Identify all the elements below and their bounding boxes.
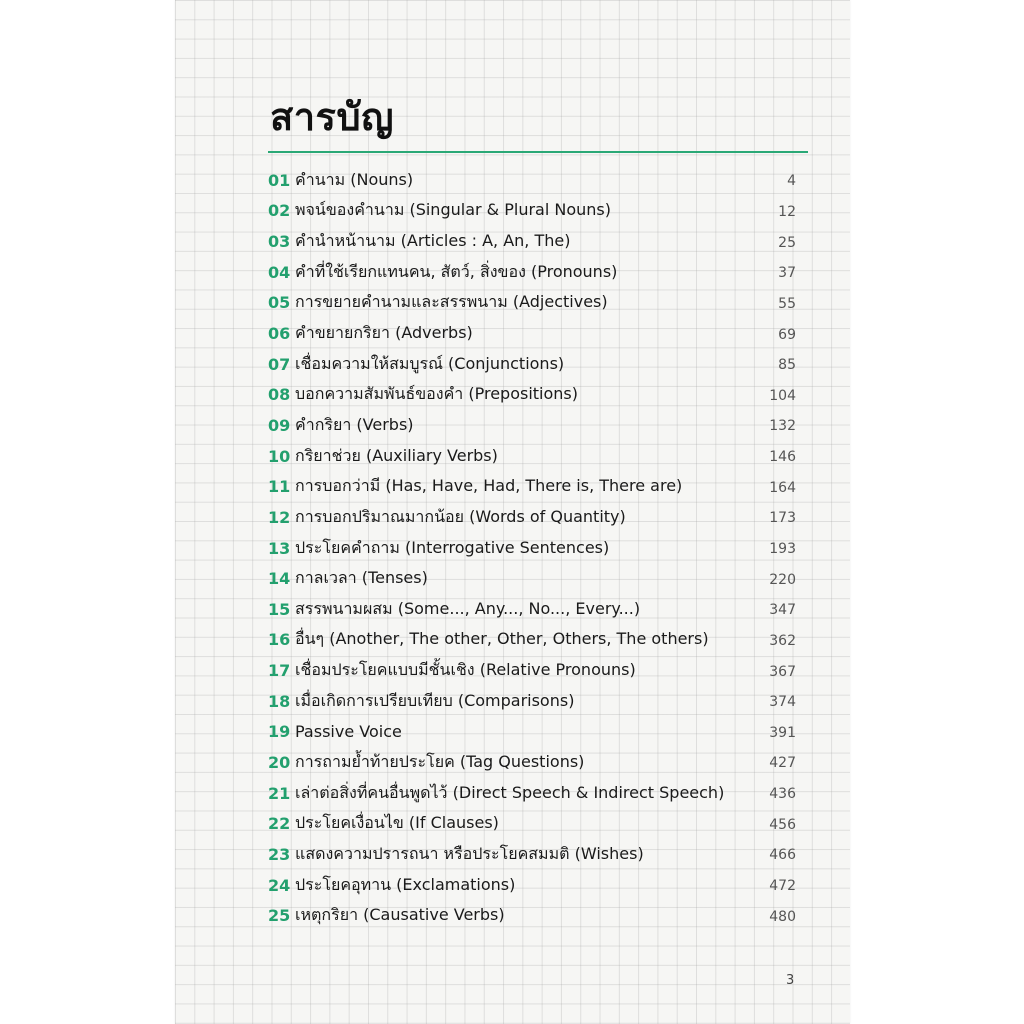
chapter-number: 24 <box>268 875 291 895</box>
chapter-number: 22 <box>268 814 291 834</box>
toc-entry <box>268 165 798 196</box>
chapter-page-number: 164 <box>769 479 796 496</box>
toc-entry <box>268 717 798 748</box>
chapter-page-number: 367 <box>769 663 796 680</box>
chapter-title: คำขยายกริยา (Adverbs) <box>295 323 473 343</box>
chapter-title: กริยาช่วย (Auxiliary Verbs) <box>295 445 498 465</box>
chapter-title: อื่นๆ (Another, The other, Other, Others, The others) <box>295 629 709 649</box>
chapter-title: สรรพนามผสม (Some..., Any..., No..., Every...) <box>295 598 641 618</box>
chapter-title: แสดงความปรารถนา หรือประโยคสมมติ (Wishes) <box>295 843 644 863</box>
chapter-page-number: 25 <box>778 234 796 251</box>
toc-entry <box>268 349 798 380</box>
toc-entry <box>268 196 798 227</box>
chapter-number: 02 <box>268 201 291 221</box>
chapter-title: การขยายคำนามและสรรพนาม (Adjectives) <box>295 292 608 312</box>
chapter-number: 17 <box>268 661 291 681</box>
chapter-title: เล่าต่อสิ่งที่คนอื่นพูดไว้ (Direct Speech & Indirect Speech) <box>295 782 725 802</box>
toc-entry <box>268 318 798 349</box>
chapter-page-number: 12 <box>778 203 796 220</box>
chapter-page-number: 85 <box>778 356 796 373</box>
chapter-number: 15 <box>268 599 291 619</box>
chapter-title: การบอกว่ามี (Has, Have, Had, There is, There are) <box>295 476 683 496</box>
chapter-title: เชื่อมประโยคแบบมีชั้นเชิง (Relative Pronouns) <box>295 660 636 680</box>
chapter-number: 16 <box>268 630 291 650</box>
chapter-page-number: 55 <box>778 295 796 312</box>
chapter-number: 21 <box>268 783 291 803</box>
chapter-number: 23 <box>268 844 291 864</box>
chapter-number: 13 <box>268 538 291 558</box>
chapter-title: พจน์ของคำนาม (Singular & Plural Nouns) <box>295 200 611 220</box>
toc-entry <box>268 686 798 717</box>
toc-entry <box>268 441 798 472</box>
chapter-title: ประโยคอุทาน (Exclamations) <box>295 874 516 894</box>
chapter-title: คำนาม (Nouns) <box>295 169 414 189</box>
chapter-page-number: 362 <box>769 632 796 649</box>
chapter-title: การบอกปริมาณมากน้อย (Words of Quantity) <box>295 506 626 526</box>
toc-entry <box>268 655 798 686</box>
chapter-number: 08 <box>268 385 291 405</box>
chapter-page-number: 69 <box>778 326 796 343</box>
toc-entry <box>268 870 798 901</box>
chapter-number: 10 <box>268 446 291 466</box>
chapter-number: 05 <box>268 293 291 313</box>
chapter-number: 09 <box>268 415 291 435</box>
table-of-contents <box>268 165 798 931</box>
toc-entry <box>268 563 798 594</box>
chapter-title: เหตุกริยา (Causative Verbs) <box>295 905 505 925</box>
chapter-title: การถามย้ำท้ายประโยค (Tag Questions) <box>295 751 585 771</box>
chapter-title: คำกริยา (Verbs) <box>295 414 414 434</box>
toc-entry <box>268 379 798 410</box>
chapter-page-number: 456 <box>769 816 796 833</box>
toc-entry <box>268 625 798 656</box>
toc-entry <box>268 502 798 533</box>
chapter-number: 06 <box>268 324 291 344</box>
chapter-title: ประโยคเงื่อนไข (If Clauses) <box>295 813 499 833</box>
chapter-number: 01 <box>268 170 291 190</box>
toc-entry <box>268 900 798 931</box>
chapter-page-number: 104 <box>769 387 796 404</box>
chapter-title: บอกความสัมพันธ์ของคำ (Prepositions) <box>295 384 578 404</box>
toc-entry <box>268 410 798 441</box>
chapter-page-number: 37 <box>778 265 796 282</box>
toc-entry <box>268 839 798 870</box>
chapter-title: เชื่อมความให้สมบูรณ์ (Conjunctions) <box>295 353 565 373</box>
chapter-number: 25 <box>268 906 291 926</box>
chapter-title: กาลเวลา (Tenses) <box>295 568 428 588</box>
toc-entry <box>268 747 798 778</box>
page-title: สารบัญ <box>270 95 394 139</box>
toc-entry <box>268 594 798 625</box>
chapter-title: คำนำหน้านาม (Articles : A, An, The) <box>295 231 571 251</box>
chapter-page-number: 427 <box>769 755 796 772</box>
chapter-number: 04 <box>268 262 291 282</box>
title-divider <box>268 151 808 153</box>
toc-entry <box>268 808 798 839</box>
chapter-page-number: 374 <box>769 694 796 711</box>
toc-entry <box>268 778 798 809</box>
chapter-page-number: 391 <box>769 724 796 741</box>
chapter-number: 18 <box>268 691 291 711</box>
chapter-page-number: 173 <box>769 510 796 527</box>
chapter-page-number: 4 <box>787 173 796 190</box>
chapter-number: 12 <box>268 507 291 527</box>
chapter-page-number: 220 <box>769 571 796 588</box>
chapter-page-number: 146 <box>769 448 796 465</box>
chapter-number: 14 <box>268 569 291 589</box>
chapter-title: คำที่ใช้เรียกแทนคน, สัตว์, สิ่งของ (Pronouns) <box>295 261 618 281</box>
chapter-title: เมื่อเกิดการเปรียบเทียบ (Comparisons) <box>295 690 575 710</box>
toc-entry <box>268 257 798 288</box>
toc-entry <box>268 288 798 319</box>
chapter-page-number: 436 <box>769 785 796 802</box>
chapter-page-number: 193 <box>769 540 796 557</box>
chapter-page-number: 472 <box>769 877 796 894</box>
toc-entry <box>268 226 798 257</box>
toc-entry <box>268 471 798 502</box>
chapter-number: 20 <box>268 752 291 772</box>
chapter-number: 03 <box>268 232 291 252</box>
chapter-title: Passive Voice <box>295 722 402 742</box>
chapter-page-number: 480 <box>769 908 796 925</box>
chapter-number: 07 <box>268 354 291 374</box>
chapter-title: ประโยคคำถาม (Interrogative Sentences) <box>295 537 610 557</box>
chapter-number: 11 <box>268 477 291 497</box>
toc-entry <box>268 533 798 564</box>
chapter-page-number: 347 <box>769 602 796 619</box>
chapter-number: 19 <box>268 722 291 742</box>
chapter-page-number: 466 <box>769 847 796 864</box>
chapter-page-number: 132 <box>769 418 796 435</box>
page-number: 3 <box>786 973 795 988</box>
